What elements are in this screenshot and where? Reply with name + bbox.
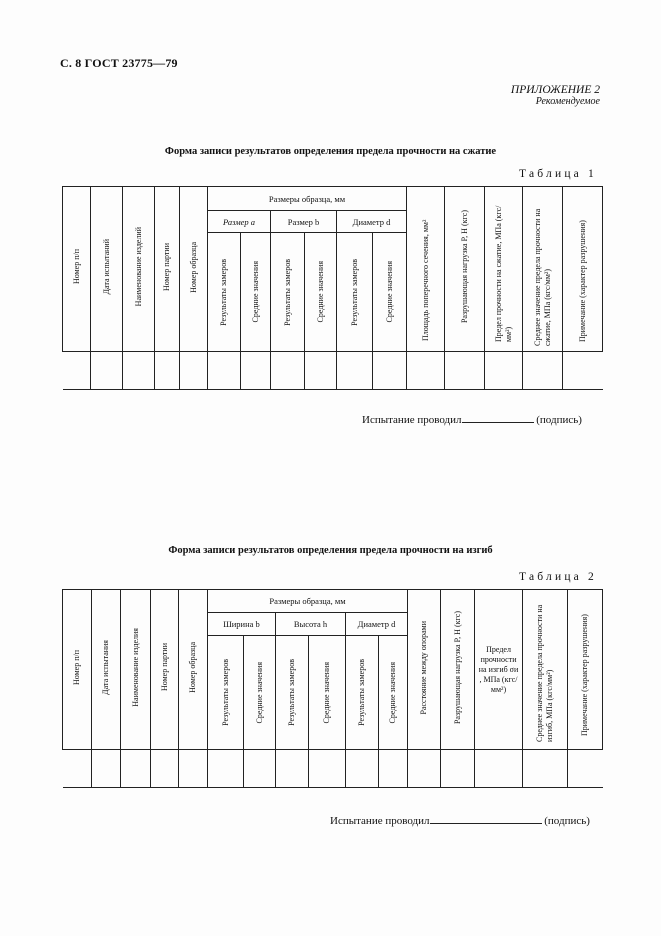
t2-col-span: Расстояние между опорами [408,590,441,750]
t1-signature-label: Испытание проводил [362,414,462,426]
t1-col-mean-strength: Среднее значение предела прочности на сжатие, МПа (кгс/мм²) [523,187,563,352]
t1-cell[interactable] [208,352,241,390]
t2-cell[interactable] [346,750,379,788]
t1-cell[interactable] [271,352,305,390]
t2-cell[interactable] [523,750,568,788]
t1-col-number: Номер п/п [63,187,91,352]
t1-size-a: Размер a [208,211,271,233]
t1-signature-suffix: (подпись) [536,414,582,426]
t2-cell[interactable] [121,750,151,788]
t2-signature [330,814,590,827]
t1-col-area: Площадь поперечного сечения, мм² [407,187,445,352]
t1-size-d: Диаметр d [337,211,407,233]
t2-empty-row [63,750,603,788]
t2-cell[interactable] [408,750,441,788]
t1-cell[interactable] [407,352,445,390]
appendix-subtitle: Рекомендуемое [535,96,600,107]
t1-b-measure: Результаты замеров [271,233,305,352]
t1-d-measure: Результаты замеров [337,233,373,352]
t1-signature [362,413,582,426]
t1-signature-line[interactable] [462,413,534,423]
t1-cell[interactable] [91,352,123,390]
t2-signature-suffix: (подпись) [544,815,590,827]
t1-empty-row [63,352,603,390]
t2-sizes-header: Размеры образца, мм [208,590,408,613]
table2-title: Форма записи результатов определения предела прочности на изгиб [168,545,493,556]
t1-a-measure: Результаты замеров [208,233,241,352]
t2-cell[interactable] [441,750,475,788]
t1-cell[interactable] [63,352,91,390]
t2-col-note: Примечание (характер разрушения) [568,590,603,750]
t1-col-date: Дата испытаний [91,187,123,352]
t2-w-measure: Результаты замеров [208,636,244,750]
t1-cell[interactable] [563,352,603,390]
t1-cell[interactable] [485,352,523,390]
t2-cell[interactable] [276,750,309,788]
t1-cell[interactable] [337,352,373,390]
t2-signature-line[interactable] [430,814,542,824]
t2-size-width: Ширина b [208,613,276,636]
t2-cell[interactable] [475,750,523,788]
t2-col-product: Наименование изделия [121,590,151,750]
t1-cell[interactable] [155,352,180,390]
table2 [62,589,603,788]
t2-cell[interactable] [379,750,408,788]
t2-cell[interactable] [244,750,276,788]
page-header: С. 8 ГОСТ 23775—79 [60,56,178,70]
t1-col-note: Примечание (характер разрушения) [563,187,603,352]
t2-w-mean: Средние значения [244,636,276,750]
t2-col-date: Дата испытания [92,590,121,750]
t2-cell[interactable] [309,750,346,788]
t2-col-number: Номер п/п [63,590,92,750]
t2-cell[interactable] [63,750,92,788]
t2-cell[interactable] [151,750,179,788]
t2-h-measure: Результаты замеров [276,636,309,750]
t2-d-mean: Средние значения [379,636,408,750]
t1-cell[interactable] [523,352,563,390]
t1-col-batch: Номер партии [155,187,180,352]
t2-size-d: Диаметр d [346,613,408,636]
t2-col-batch: Номер партии [151,590,179,750]
t1-cell[interactable] [373,352,407,390]
t1-size-b: Размер b [271,211,337,233]
appendix-title: ПРИЛОЖЕНИЕ 2 [510,84,600,96]
t1-cell[interactable] [241,352,271,390]
t1-col-strength: Предел прочности на сжатие, МПа (кгс/мм²) [485,187,523,352]
t1-cell[interactable] [305,352,337,390]
t2-d-measure: Результаты замеров [346,636,379,750]
t2-cell[interactable] [568,750,603,788]
t1-d-mean: Средние значения [373,233,407,352]
t1-b-mean: Средние значения [305,233,337,352]
t2-cell[interactable] [179,750,208,788]
t2-signature-label: Испытание проводил [330,815,430,827]
t2-col-strength: Предел прочности на изгиб σи , МПа (кгс/мм²) [475,590,523,750]
t1-cell[interactable] [123,352,155,390]
table2-number: Таблица 2 [519,571,597,583]
t1-col-product: Наименование изделий [123,187,155,352]
t1-col-sample: Номер образца [180,187,208,352]
t1-cell[interactable] [445,352,485,390]
t2-cell[interactable] [92,750,121,788]
t2-col-load: Разрушающая нагрузка P, Н (кгс) [441,590,475,750]
t2-h-mean: Средние значения [309,636,346,750]
t1-a-mean: Средние значения [241,233,271,352]
t2-col-sample: Номер образца [179,590,208,750]
t2-cell[interactable] [208,750,244,788]
table1-number: Таблица 1 [519,168,597,180]
t1-sizes-header: Размеры образца, мм [208,187,407,211]
table1-title: Форма записи результатов определения предела прочности на сжатие [164,146,497,157]
table1 [62,186,603,390]
appendix-label [511,84,600,108]
t1-col-load: Разрушающая нагрузка P, Н (кгс) [445,187,485,352]
t2-size-height: Высота h [276,613,346,636]
t2-col-mean-strength: Среднее значение предела прочности на изгиб, МПа (кгс/мм²) [523,590,568,750]
t1-cell[interactable] [180,352,208,390]
